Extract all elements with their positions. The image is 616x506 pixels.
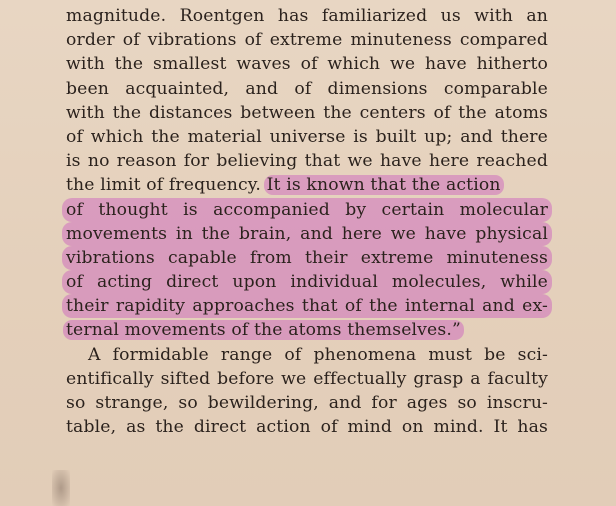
highlighted-line: [66, 246, 548, 270]
highlighted-text: vibrations capable from their extreme minuteness: [62, 246, 552, 270]
text-line: with the distances between the centers of the atoms: [66, 102, 548, 123]
highlighted-text: their rapidity approaches that of the internal and ex-: [62, 294, 552, 318]
text-span: the limit of frequency.: [66, 175, 267, 196]
text-line: of which the material universe is built up; and there: [66, 126, 548, 147]
text-line: A formidable range of phenomena must be sci-: [88, 344, 548, 365]
text-line: magnitude. Roentgen has familiarized us with an: [66, 6, 548, 26]
text-line: been acquainted, and of dimensions comparable: [66, 78, 548, 99]
text-line: table, as the direct action of mind on mind. It has: [66, 417, 548, 438]
highlighted-line: [66, 294, 548, 318]
highlighted-text: It is known that the action: [264, 175, 504, 195]
highlighted-text: ternal movements of the atoms themselves.”: [63, 320, 464, 340]
page-edge-shadow: [52, 470, 70, 506]
text-line: order of vibrations of extreme minuteness compared: [66, 30, 548, 51]
text-line: with the smallest waves of which we have hitherto: [66, 54, 548, 75]
highlighted-line: [66, 222, 548, 246]
text-line: is no reason for believing that we have here reached: [66, 151, 548, 172]
highlighted-line: [66, 318, 548, 342]
text-line: so strange, so bewildering, and for ages so inscru-: [66, 393, 548, 413]
paragraph-text: [66, 4, 548, 439]
highlighted-text: of thought is accompanied by certain molecular: [62, 198, 552, 222]
highlighted-text: of acting direct upon individual molecules, while: [62, 270, 552, 294]
highlighted-text: movements in the brain, and here we have physical: [62, 222, 552, 246]
highlighted-line: [66, 198, 548, 222]
text-line: [66, 173, 548, 197]
text-line: entifically sifted before we effectually grasp a faculty: [66, 368, 548, 389]
highlighted-line: [66, 270, 548, 294]
